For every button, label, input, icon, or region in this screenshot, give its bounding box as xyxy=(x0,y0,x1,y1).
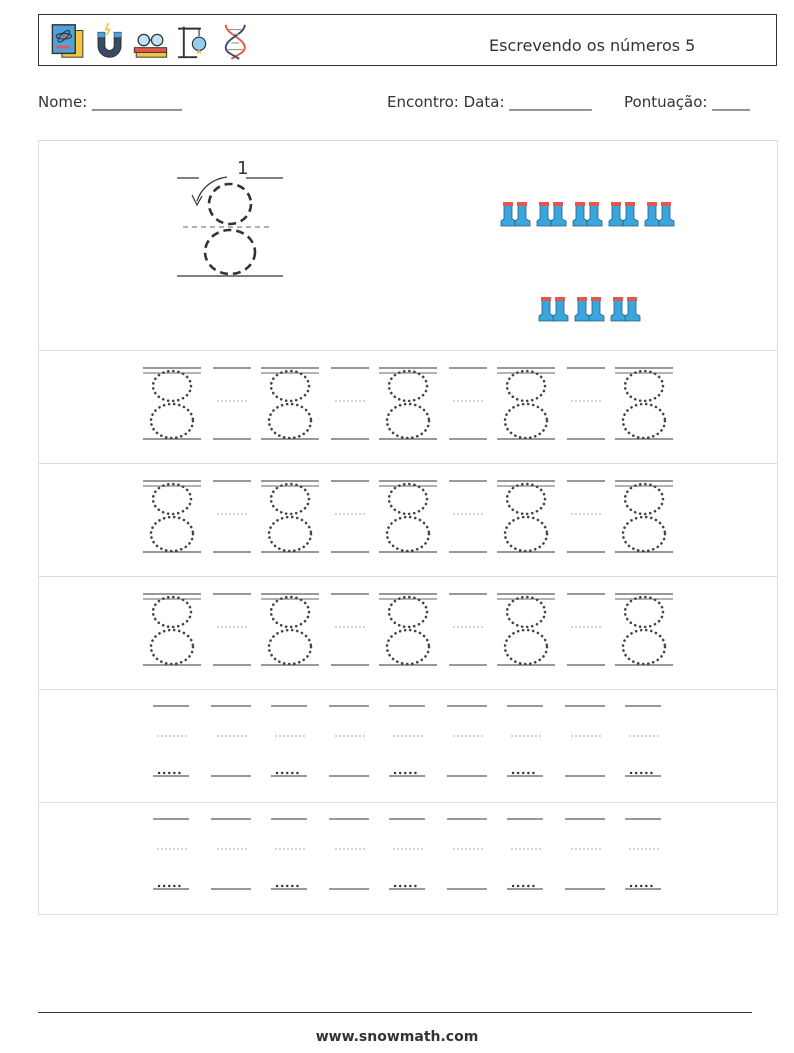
traced-digit xyxy=(497,368,555,439)
practice-gap-slot xyxy=(449,368,487,439)
traced-digit xyxy=(379,594,437,665)
date-field: Encontro: Data: ___________ xyxy=(387,93,592,111)
practice-gap-slot xyxy=(211,819,251,889)
blank-digit-slot xyxy=(389,706,425,776)
goggles-books-icon xyxy=(134,34,166,57)
book-atom-icon xyxy=(52,25,82,57)
blank-digit-slot xyxy=(507,819,543,889)
trace-row-3 xyxy=(39,577,777,690)
blank-digit-slot xyxy=(625,706,661,776)
traced-digit xyxy=(615,368,673,439)
blank-digit-slot xyxy=(153,706,189,776)
traced-digit xyxy=(143,368,201,439)
traced-digit xyxy=(143,594,201,665)
practice-gap-slot xyxy=(447,706,487,776)
boot-icon xyxy=(645,202,674,226)
practice-gap-slot xyxy=(331,481,369,552)
practice-gap-slot xyxy=(567,481,605,552)
worksheet-grid xyxy=(38,140,778,915)
footer-url: www.snowmath.com xyxy=(315,1029,479,1045)
blank-digit-slot xyxy=(389,819,425,889)
blank-digit-slot xyxy=(271,706,307,776)
boot-icon xyxy=(539,297,568,321)
boot-icon xyxy=(575,297,604,321)
practice-gap-slot xyxy=(211,706,251,776)
blank-row-2 xyxy=(39,803,777,914)
practice-gap-slot xyxy=(329,819,369,889)
worksheet-title: Escrevendo os números 5 xyxy=(489,36,696,55)
traced-digit xyxy=(615,594,673,665)
practice-gap-slot xyxy=(565,819,605,889)
stroke-number: 1 xyxy=(237,158,249,179)
traced-digit xyxy=(497,481,555,552)
traced-digit xyxy=(143,481,201,552)
boot-picture-group xyxy=(501,202,674,321)
traced-digit xyxy=(497,594,555,665)
magnet-icon xyxy=(98,23,121,57)
practice-gap-slot xyxy=(567,594,605,665)
practice-gap-slot xyxy=(565,706,605,776)
practice-gap-slot xyxy=(567,368,605,439)
blank-digit-slot xyxy=(507,706,543,776)
traced-digit xyxy=(261,368,319,439)
blank-digit-slot xyxy=(153,819,189,889)
worksheet-header xyxy=(38,14,777,66)
boot-icon xyxy=(573,202,602,226)
trace-row-2 xyxy=(39,464,777,577)
trace-row-1 xyxy=(39,351,777,464)
lab-stand-flask-icon xyxy=(178,27,206,57)
boot-icon xyxy=(537,202,566,226)
blank-row-1 xyxy=(39,690,777,803)
practice-gap-slot xyxy=(331,594,369,665)
practice-gap-slot xyxy=(213,594,251,665)
example-digit xyxy=(177,158,283,276)
practice-gap-slot xyxy=(449,481,487,552)
practice-gap-slot xyxy=(331,368,369,439)
traced-digit xyxy=(379,368,437,439)
footer-divider xyxy=(38,1012,752,1013)
practice-gap-slot xyxy=(449,594,487,665)
traced-digit xyxy=(261,481,319,552)
practice-gap-slot xyxy=(447,819,487,889)
traced-digit xyxy=(261,594,319,665)
boot-icon xyxy=(501,202,530,226)
traced-digit xyxy=(379,481,437,552)
dna-icon xyxy=(226,25,245,59)
practice-gap-slot xyxy=(329,706,369,776)
example-row xyxy=(39,141,777,351)
practice-gap-slot xyxy=(213,481,251,552)
blank-digit-slot xyxy=(625,819,661,889)
traced-digit xyxy=(615,481,673,552)
name-field: Nome: ____________ xyxy=(38,93,183,111)
boot-icon xyxy=(609,202,638,226)
blank-digit-slot xyxy=(271,819,307,889)
practice-gap-slot xyxy=(213,368,251,439)
boot-icon xyxy=(611,297,640,321)
header-icons xyxy=(45,21,275,61)
score-field: Pontuação: _____ xyxy=(624,93,750,111)
